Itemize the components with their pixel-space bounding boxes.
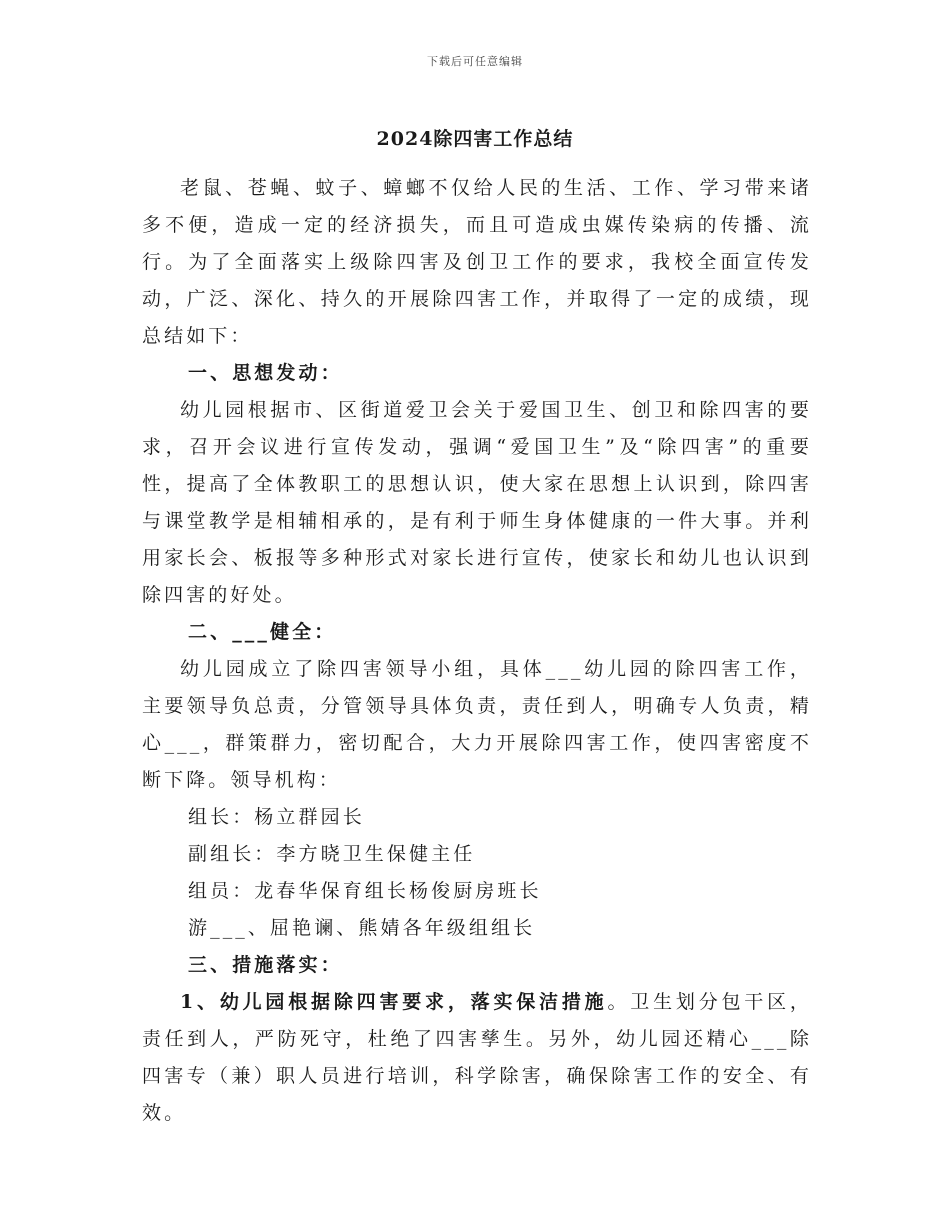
section-heading-measures: 三、措施落实： [188,954,343,976]
section-heading-thinking: 一、思想发动： [188,362,343,384]
intro-paragraph: 老鼠、苍蝇、蚊子、蟑螂不仅给人民的生活、工作、学习带来诸多不便，造成一定的经济损失，而且可造成虫媒传染病的传播、流行。为了全面落实上级除四害及创卫工作的要求，我校全面宣传发动，广泛、深化、持久的开展除四害工作，并取得了一定的成绩，现总结如下： [142,177,812,347]
document-title: 2024除四害工作总结 [376,128,574,150]
section-heading-organization: 二、___健全： [188,621,337,643]
page-header-note: 下载后可任意编辑 [427,55,523,68]
section-body-organization: 幼儿园成立了除四害领导小组，具体___幼儿园的除四害工作，主要领导负总责，分管领导具体负责，责任到人，明确专人负责，精心___，群策群力，密切配合，大力开展除四害工作，使四害密度不断下降。领导机构： [142,658,812,791]
members-continued-line: 游___、屈艳谰、熊婧各年级组组长 [188,917,536,939]
members-line: 组员：龙春华保育组长杨俊厨房班长 [188,880,542,902]
measures-item-1 [142,984,812,1132]
deputy-leader-line: 副组长：李方晓卫生保健主任 [188,843,476,865]
document-body [142,170,812,1132]
leader-line: 组长：杨立群园长 [188,806,365,828]
measures-item-1-body: 。卫生划分包干区，责任到人，严防死守，杜绝了四害孳生。另外，幼儿园还精心___除四害专（兼）职人员进行培训，科学除害，确保除害工作的安全、有效。 [142,991,813,1124]
measures-item-1-lead: 1、幼儿园根据除四害要求，落实保洁措施 [180,991,608,1013]
section-body-thinking: 幼儿园根据市、区街道爱卫会关于爱国卫生、创卫和除四害的要求，召开会议进行宣传发动，强调“爱国卫生”及“除四害”的重要性，提高了全体教职工的思想认识，使大家在思想上认识到，除四害与课堂教学是相辅相承的，是有利于师生身体健康的一件大事。并利用家长会、板报等多种形式对家长进行宣传，使家长和幼儿也认识到除四害的好处。 [142,399,812,606]
